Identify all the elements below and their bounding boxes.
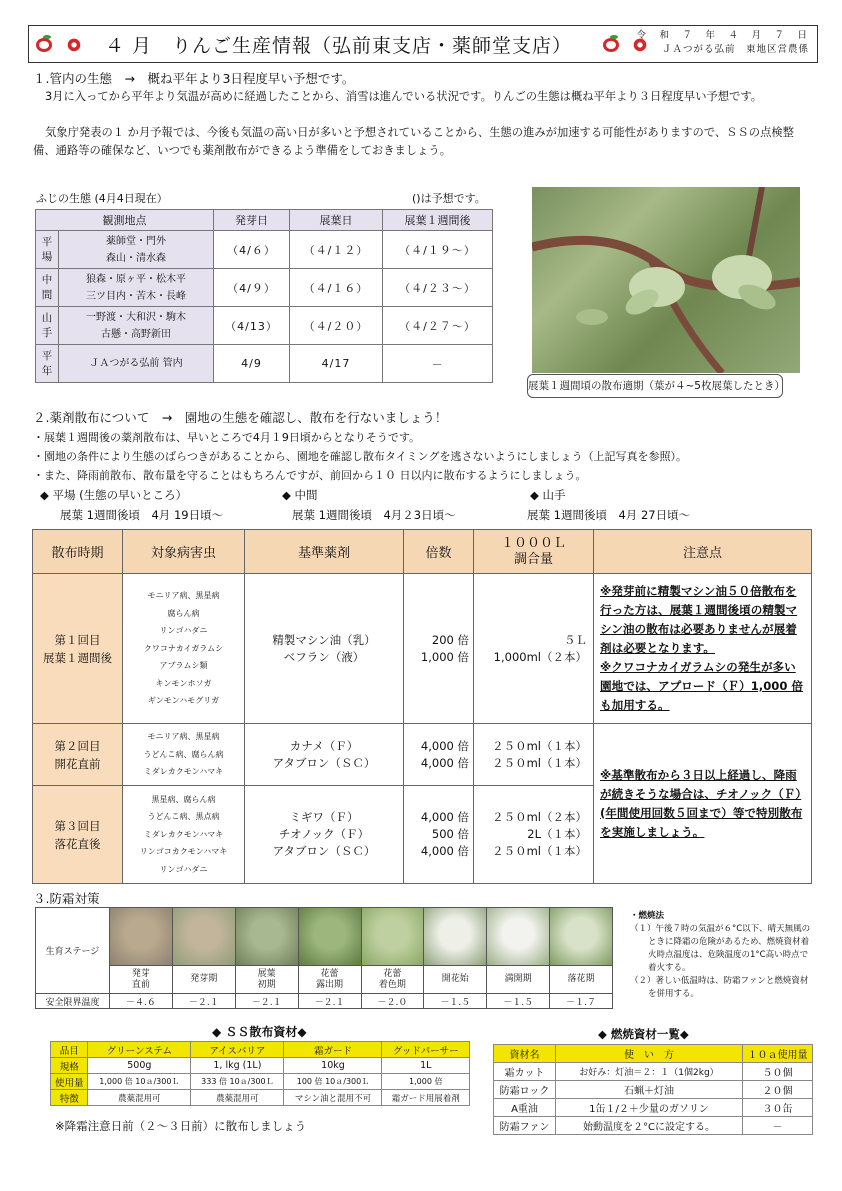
stage-name: 花蕾 露出期 bbox=[298, 966, 361, 994]
photo-caption: 展葉１週間頃の散布適期（葉が４~5枚展葉したとき） bbox=[527, 374, 783, 398]
table-cell: 1,000 倍 bbox=[382, 1074, 470, 1090]
burn-method-block bbox=[630, 910, 815, 1001]
safe-temp: －２.１ bbox=[298, 994, 361, 1009]
stage-cell bbox=[424, 908, 487, 966]
row-label: 使用量 bbox=[51, 1074, 88, 1090]
dilution-ratio: 4,000 倍 4,000 倍 bbox=[404, 724, 474, 786]
section2-bullet-2: ・園地の条件により生態のばらつきがあることから、園地を確認し散布タイミングを逃さないようにしましょう（上記写真を参照）。 bbox=[33, 450, 687, 463]
header-date-block bbox=[636, 29, 809, 57]
table-row bbox=[494, 1081, 813, 1099]
safe-temp: －１.７ bbox=[550, 994, 613, 1009]
target-pests: モニリア病、黒星病 腐らん病 リンゴハダニ クワコナカイガラムシ アブラムシ類 キンモンホソガ ギンモンハモグリガ bbox=[123, 574, 245, 724]
stage-name: 満開期 bbox=[487, 966, 550, 994]
stage-cell bbox=[110, 908, 173, 966]
growth-table bbox=[35, 209, 493, 383]
stage-label: 生育ステージ bbox=[36, 908, 110, 994]
stage-photo bbox=[550, 908, 612, 965]
table-cell: お好み：灯油＝２：１（1個2kg） bbox=[556, 1063, 743, 1081]
budding-date: （4/６） bbox=[214, 231, 290, 269]
table-header-cell: アイスバリア bbox=[191, 1042, 284, 1058]
leaf-date: （４/２０） bbox=[290, 307, 383, 345]
spray-table-header bbox=[33, 530, 812, 574]
stage-name-row bbox=[36, 966, 613, 994]
spray-period: 第３回目 落花直後 bbox=[33, 786, 123, 884]
stage-photo bbox=[299, 908, 361, 965]
table-header-cell: 霜ガード bbox=[284, 1042, 382, 1058]
table-row bbox=[494, 1117, 813, 1135]
stage-photo bbox=[362, 908, 424, 965]
stage-name: 展葉 初期 bbox=[235, 966, 298, 994]
table-cell: A重油 bbox=[494, 1099, 556, 1117]
apple-logo-icon bbox=[65, 34, 83, 54]
area-group: 平 年 bbox=[36, 345, 59, 383]
area-middle-label: ◆ 中間 bbox=[282, 488, 318, 502]
row-label: 規格 bbox=[51, 1058, 88, 1074]
section2-bullet-3: ・また、降雨前散布、散布量を守ることはもちろんですが、前回から１０ 日以内に散布するようにしましょう。 bbox=[33, 469, 587, 482]
target-pests: モニリア病、黒星病 うどんこ病、腐らん病 ミダレカクモンハマキ bbox=[123, 724, 245, 786]
table-header-cell: 品目 bbox=[51, 1042, 88, 1058]
table-row bbox=[51, 1074, 470, 1090]
area-plain-label: ◆ 平場 (生態の早いところ） bbox=[40, 488, 188, 502]
budding-date: 4/9 bbox=[214, 345, 290, 383]
stage-name: 落花期 bbox=[550, 966, 613, 994]
leaf-stage-photo bbox=[532, 187, 800, 373]
growth-forecast-note: ()は予想です。 bbox=[412, 192, 486, 205]
row-label: 特徴 bbox=[51, 1090, 88, 1106]
stage-cell bbox=[361, 908, 424, 966]
table-cell: 1缶１/２＋少量のガソリン bbox=[556, 1099, 743, 1117]
stage-name: 開花始 bbox=[424, 966, 487, 994]
budding-date: （4/９） bbox=[214, 269, 290, 307]
table-row bbox=[51, 1090, 470, 1106]
leaf-week-date: （４/２３～） bbox=[383, 269, 493, 307]
table-cell: 333 倍 10ａ/300Ｌ bbox=[191, 1074, 284, 1090]
table-row bbox=[33, 574, 812, 724]
table-row bbox=[51, 1058, 470, 1074]
area-mountain-date: 展葉 1週間後頃 4月 27日頃～ bbox=[527, 508, 691, 522]
ss-materials-table bbox=[50, 1041, 470, 1106]
safe-temp: －２.１ bbox=[235, 994, 298, 1009]
table-cell: 農薬混用可 bbox=[191, 1090, 284, 1106]
area-locations: ＪＡつがる弘前 管内 bbox=[59, 345, 214, 383]
section3-heading: ３.防霜対策 bbox=[33, 891, 100, 906]
table-row bbox=[33, 724, 812, 786]
area-locations: 薬師堂・門外 森山・清水森 bbox=[59, 231, 214, 269]
burn-method-2: （２）著しい低温時は、防霜ファンと燃焼資材を併用する。 bbox=[630, 976, 809, 999]
area-mountain-label: ◆ 山手 bbox=[530, 488, 566, 502]
caution-note: ※基準散布から３日以上経過し、降雨が続きそうな場合は、チオノック（Ｆ）(年間使用回数５回まで）等で特別散布を実施しましょう。 bbox=[594, 724, 812, 884]
table-header-cell: 展葉日 bbox=[290, 210, 383, 231]
issue-date: 令 和 ７ 年 ４ 月 ７ 日 bbox=[636, 30, 809, 41]
table-cell: － bbox=[743, 1117, 813, 1135]
safe-temp: －１.５ bbox=[487, 994, 550, 1009]
table-row bbox=[494, 1099, 813, 1117]
burn-method-title: ・燃焼法 bbox=[630, 911, 665, 921]
burn-materials-title: ◆ 燃焼資材一覧◆ bbox=[598, 1027, 689, 1041]
ss-materials-title: ◆ ＳＳ散布資材◆ bbox=[212, 1025, 307, 1039]
section1-paragraph-1: 3月に入ってから平年より気温が高めに経過したことから、消雪は進んでいる状況です。りんごの生態は概ね平年より３日程度早い予想です。 bbox=[45, 90, 763, 103]
stage-photo bbox=[487, 908, 549, 965]
area-group: 平 場 bbox=[36, 231, 59, 269]
table-cell: マシン油と混用不可 bbox=[284, 1090, 382, 1106]
table-header-cell: 基準薬剤 bbox=[245, 530, 404, 574]
apple-logo-icon bbox=[34, 34, 54, 54]
table-header-cell: 注意点 bbox=[594, 530, 812, 574]
leaf-week-date: （４/２７～） bbox=[383, 307, 493, 345]
table-header-cell: 発芽日 bbox=[214, 210, 290, 231]
mix-amount: ５Ｌ 1,000ml（２本） bbox=[474, 574, 594, 724]
temp-label: 安全限界温度 bbox=[36, 994, 110, 1009]
caution-note: ※発芽前に精製マシン油５０倍散布を行った方は、展葉１週間後頃の精製マシン油の散布は必要ありませんが展着剤は必要となります。 ※クワコナカイガラムシの発生が多い園地では、アプロード（Ｆ）1,000 倍も加用する。 bbox=[594, 574, 812, 724]
standard-agents: カナメ（Ｆ） アタブロン（ＳＣ） bbox=[245, 724, 404, 786]
stage-name: 花蕾 着色期 bbox=[361, 966, 424, 994]
table-header-cell: 観測地点 bbox=[36, 210, 214, 231]
table-cell: 霜ガード用展着剤 bbox=[382, 1090, 470, 1106]
table-row bbox=[36, 269, 493, 307]
apple-logo-icon bbox=[601, 34, 621, 54]
section1-paragraph-2: 気象庁発表の１ か月予報では、今後も気温の高い日が多いと予想されていることから、生態の進みが加速する可能性がありますので、ＳＳの点検整備、通路等の確保など、いつでも薬剤散布ができるよう準備をしておきましょう。 bbox=[33, 126, 794, 157]
ss-spray-note: ※降霜注意日前（２～３日前）に散布しましょう bbox=[55, 1119, 307, 1133]
table-cell: ５０個 bbox=[743, 1063, 813, 1081]
stage-photo bbox=[236, 908, 298, 965]
table-cell: 1,000 倍 10ａ/300Ｌ bbox=[88, 1074, 191, 1090]
area-plain-date: 展葉 1週間後頃 4月 19日頃～ bbox=[60, 508, 224, 522]
table-header-cell: 資材名 bbox=[494, 1045, 556, 1063]
table-row bbox=[494, 1063, 813, 1081]
stage-cell bbox=[298, 908, 361, 966]
area-locations: 一野渡・大和沢・駒木 古懸・高野新田 bbox=[59, 307, 214, 345]
table-header-cell: 使 い 方 bbox=[556, 1045, 743, 1063]
table-cell: 始動温度を２°Cに設定する。 bbox=[556, 1117, 743, 1135]
stage-image-row bbox=[36, 908, 613, 966]
standard-agents: ミギワ（Ｆ） チオノック（Ｆ） アタブロン（ＳＣ） bbox=[245, 786, 404, 884]
leaf-week-date: － bbox=[383, 345, 493, 383]
stage-cell bbox=[487, 908, 550, 966]
table-cell: 石蝋＋灯油 bbox=[556, 1081, 743, 1099]
table-row bbox=[36, 231, 493, 269]
table-row bbox=[36, 307, 493, 345]
table-header-cell: グッドパーサー bbox=[382, 1042, 470, 1058]
page-title: ４ 月 りんご生産情報（弘前東支店・薬師堂支店） bbox=[105, 35, 573, 57]
spray-period: 第１回目 展葉１週間後 bbox=[33, 574, 123, 724]
table-cell: 1L bbox=[382, 1058, 470, 1074]
dilution-ratio: 4,000 倍 500 倍 4,000 倍 bbox=[404, 786, 474, 884]
growth-table-header bbox=[36, 210, 493, 231]
burn-materials-table bbox=[493, 1044, 813, 1135]
mix-amount: ２５０ml（１本） ２５０ml（１本） bbox=[474, 724, 594, 786]
section2-heading: ２.薬剤散布について → 園地の生態を確認し、散布を行ないましょう！ bbox=[33, 410, 448, 425]
section1-heading: １.管内の生態 → 概ね平年より3日程度早い予想です。 bbox=[33, 71, 355, 86]
mix-amount: ２５０ml（２本） 2L（１本） ２５０ml（１本） bbox=[474, 786, 594, 884]
leaf-week-date: （４/１９～） bbox=[383, 231, 493, 269]
page-header bbox=[28, 25, 818, 63]
standard-agents: 精製マシン油（乳） ベフラン（液） bbox=[245, 574, 404, 724]
spray-period: 第２回目 開花直前 bbox=[33, 724, 123, 786]
table-cell: 500g bbox=[88, 1058, 191, 1074]
stage-cell bbox=[550, 908, 613, 966]
safe-temp: －２.０ bbox=[361, 994, 424, 1009]
stage-photo bbox=[110, 908, 172, 965]
stage-name: 発芽 直前 bbox=[110, 966, 173, 994]
stage-photo bbox=[173, 908, 235, 965]
area-middle-date: 展葉 1週間後頃 4月２3日頃～ bbox=[292, 508, 456, 522]
apple-branch-image bbox=[532, 187, 800, 373]
section2-bullet-1: ・展葉１週間後の薬剤散布は、早いところで4月１9日頃からとなりそうです。 bbox=[33, 431, 421, 444]
table-row bbox=[36, 345, 493, 383]
dilution-ratio: 200 倍 1,000 倍 bbox=[404, 574, 474, 724]
table-cell: 10kg bbox=[284, 1058, 382, 1074]
table-header-cell: 対象病害虫 bbox=[123, 530, 245, 574]
frost-stage-table bbox=[35, 907, 613, 1009]
table-header-cell: 倍数 bbox=[404, 530, 474, 574]
spray-schedule-table bbox=[32, 529, 812, 884]
stage-name: 発芽期 bbox=[172, 966, 235, 994]
target-pests: 黒星病、腐らん病 うどんこ病、黒点病 ミダレカクモンハマキ リンゴコカクモンハマキ リンゴハダニ bbox=[123, 786, 245, 884]
table-header-cell: グリーンステム bbox=[88, 1042, 191, 1058]
budding-date: （4/13） bbox=[214, 307, 290, 345]
area-group: 中 間 bbox=[36, 269, 59, 307]
table-header-cell: 散布時期 bbox=[33, 530, 123, 574]
stage-cell bbox=[235, 908, 298, 966]
temperature-row bbox=[36, 994, 613, 1009]
table-cell: 霜カット bbox=[494, 1063, 556, 1081]
stage-photo bbox=[424, 908, 486, 965]
table-header-cell: １０００Ｌ 調合量 bbox=[474, 530, 594, 574]
table-cell: 農薬混用可 bbox=[88, 1090, 191, 1106]
safe-temp: －１.５ bbox=[424, 994, 487, 1009]
safe-temp: －２.１ bbox=[172, 994, 235, 1009]
burn-method-1: （１）午後７時の気温が６°C以下、晴天無風のときに降霜の危険があるため、燃焼資材着火時点温度は、危険温度の1°C高い時点で着火する。 bbox=[630, 924, 811, 973]
table-cell: ３０缶 bbox=[743, 1099, 813, 1117]
burn-table-header bbox=[494, 1045, 813, 1063]
leaf-date: 4/17 bbox=[290, 345, 383, 383]
table-header-cell: 展葉１週間後 bbox=[383, 210, 493, 231]
area-locations: 狼森・原ヶ平・松木平 三ツ目内・苦木・長峰 bbox=[59, 269, 214, 307]
table-cell: 防霜ファン bbox=[494, 1117, 556, 1135]
growth-label: ふじの生態 (4月4日現在） bbox=[36, 192, 168, 205]
safe-temp: －４.６ bbox=[110, 994, 173, 1009]
leaf-date: （４/１６） bbox=[290, 269, 383, 307]
issuer: ＪＡつがる弘前 東地区営農係 bbox=[661, 44, 809, 55]
area-group: 山 手 bbox=[36, 307, 59, 345]
table-cell: 100 倍 10ａ/300Ｌ bbox=[284, 1074, 382, 1090]
table-cell: 1, lkg (1L) bbox=[191, 1058, 284, 1074]
table-header-cell: １０ａ使用量 bbox=[743, 1045, 813, 1063]
table-cell: ２０個 bbox=[743, 1081, 813, 1099]
ss-table-header bbox=[51, 1042, 470, 1058]
stage-cell bbox=[172, 908, 235, 966]
leaf-date: （４/１２） bbox=[290, 231, 383, 269]
table-cell: 防霜ロック bbox=[494, 1081, 556, 1099]
